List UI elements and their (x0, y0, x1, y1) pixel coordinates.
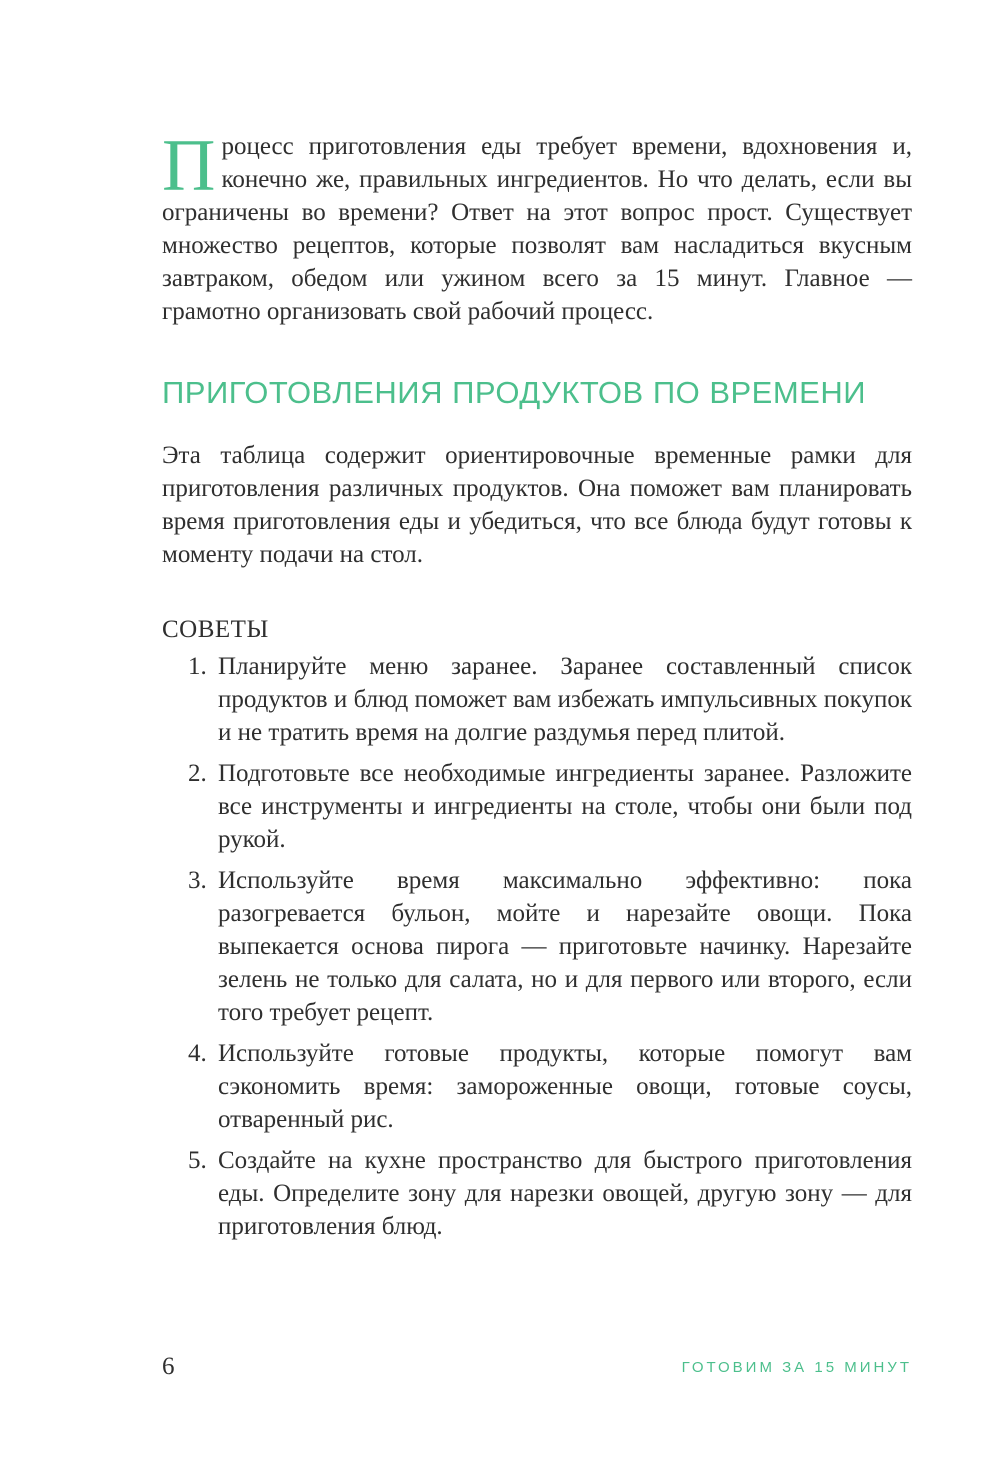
tip-item (162, 757, 912, 856)
tip-text: Создайте на кухне пространство для быстрого приготовления еды. Определите зону для нарезки овощей, другую зону — для приготовления блюд. (218, 1147, 912, 1240)
tip-text: Используйте готовые продукты, которые помогут вам сэкономить время: замороженные овощи, готовые соусы, отваренный рис. (218, 1040, 912, 1133)
tip-text: Используйте время максимально эффективно: пока разогревается бульон, мойте и нарезайте овощи. Пока выпекается основа пирога — приготовьте начинку. Нарезайте зелень не только для салата, но и для первого или второго, если того требует рецепт. (218, 867, 912, 1026)
running-title: ГОТОВИМ ЗА 15 МИНУТ (681, 1359, 912, 1376)
tip-item (162, 864, 912, 1029)
drop-cap: П (162, 125, 216, 207)
page-content (162, 125, 912, 1251)
intro-paragraph (162, 125, 912, 328)
tip-text: Планируйте меню заранее. Заранее составленный список продуктов и блюд поможет вам избежать импульсивных покупок и не тратить время на долгие раздумья перед плитой. (218, 653, 912, 746)
section-heading: ПРИГОТОВЛЕНИЯ ПРОДУКТОВ ПО ВРЕМЕНИ (162, 375, 867, 410)
page-number: 6 (162, 1353, 175, 1380)
tip-item (162, 1144, 912, 1243)
tip-number: 2. (188, 760, 207, 787)
tips-title: СОВЕТЫ (162, 616, 269, 643)
section-body: Эта таблица содержит ориентировочные временные рамки для приготовления различных продуктов. Она поможет вам планировать время приготовления еды и убедиться, что все блюда будут готовы к моменту подачи на стол. (162, 442, 912, 568)
tip-text: Подготовьте все необходимые ингредиенты заранее. Разложите все инструменты и ингредиенты на столе, чтобы они были под рукой. (218, 760, 912, 853)
tips-list (162, 650, 912, 1243)
tip-number: 3. (188, 867, 207, 894)
tip-number: 5. (188, 1147, 207, 1174)
tip-item (162, 650, 912, 749)
tip-number: 1. (188, 653, 207, 680)
tip-number: 4. (188, 1040, 207, 1067)
intro-text: роцесс приготовления еды требует времени, вдохновения и, конечно же, правильных ингредиентов. Но что делать, если вы ограничены во времени? Ответ на этот вопрос прост. Существует множество рецептов, которые позволят вам насладиться вкусным завтраком, обедом или ужином всего за 15 минут. Главное — грамотно организовать свой рабочий процесс. (162, 133, 912, 325)
tip-item (162, 1037, 912, 1136)
page-footer (162, 1352, 912, 1382)
